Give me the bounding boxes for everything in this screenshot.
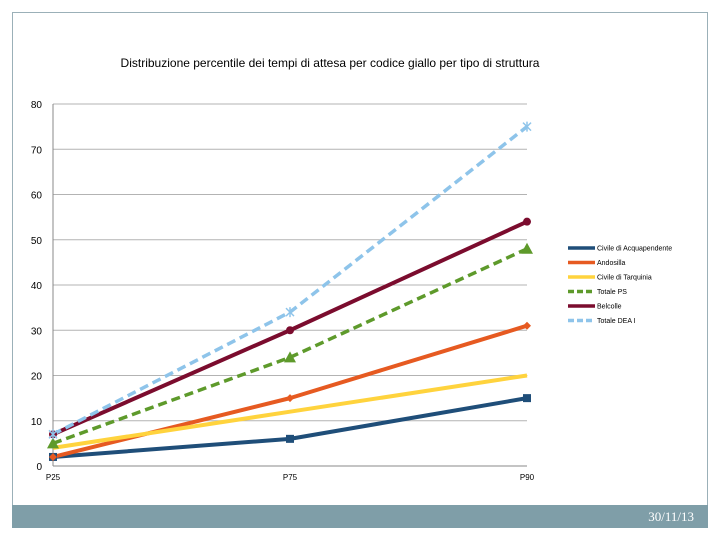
legend-label: Civile di Tarquinia — [597, 274, 652, 282]
x-tick-label: P75 — [282, 473, 298, 482]
y-tick-label: 40 — [30, 281, 42, 292]
data-point — [527, 375, 528, 376]
footer-date: 30/11/13 — [648, 509, 694, 524]
legend-label: Belcolle — [597, 303, 622, 311]
x-tick-label: P25 — [45, 473, 61, 482]
y-tick-label: 50 — [30, 235, 42, 247]
legend-label: Totale PS — [597, 289, 627, 296]
data-point — [286, 435, 294, 443]
data-point — [521, 243, 533, 254]
legend-label: Civile di Acquapendente — [597, 245, 673, 253]
y-tick-label: 80 — [30, 100, 42, 111]
y-tick-label: 70 — [30, 145, 42, 157]
y-tick-label: 20 — [30, 371, 42, 383]
y-tick-label: 10 — [30, 416, 42, 428]
x-tick-label: P90 — [519, 473, 535, 482]
chart-title: Distribuzione percentile dei tempi di attesa per codice giallo per tipo di struttura — [120, 56, 540, 70]
data-point — [523, 394, 531, 402]
data-point — [523, 218, 531, 226]
legend-label: Totale DEA I — [597, 318, 636, 325]
y-tick-label: 60 — [30, 190, 42, 202]
footer-bar — [12, 505, 708, 528]
y-tick-label: 0 — [36, 462, 42, 473]
data-point — [286, 326, 294, 334]
y-tick-label: 30 — [30, 326, 42, 338]
series-line — [53, 398, 527, 457]
legend-label: Andosilla — [597, 260, 626, 267]
data-point — [290, 411, 291, 412]
